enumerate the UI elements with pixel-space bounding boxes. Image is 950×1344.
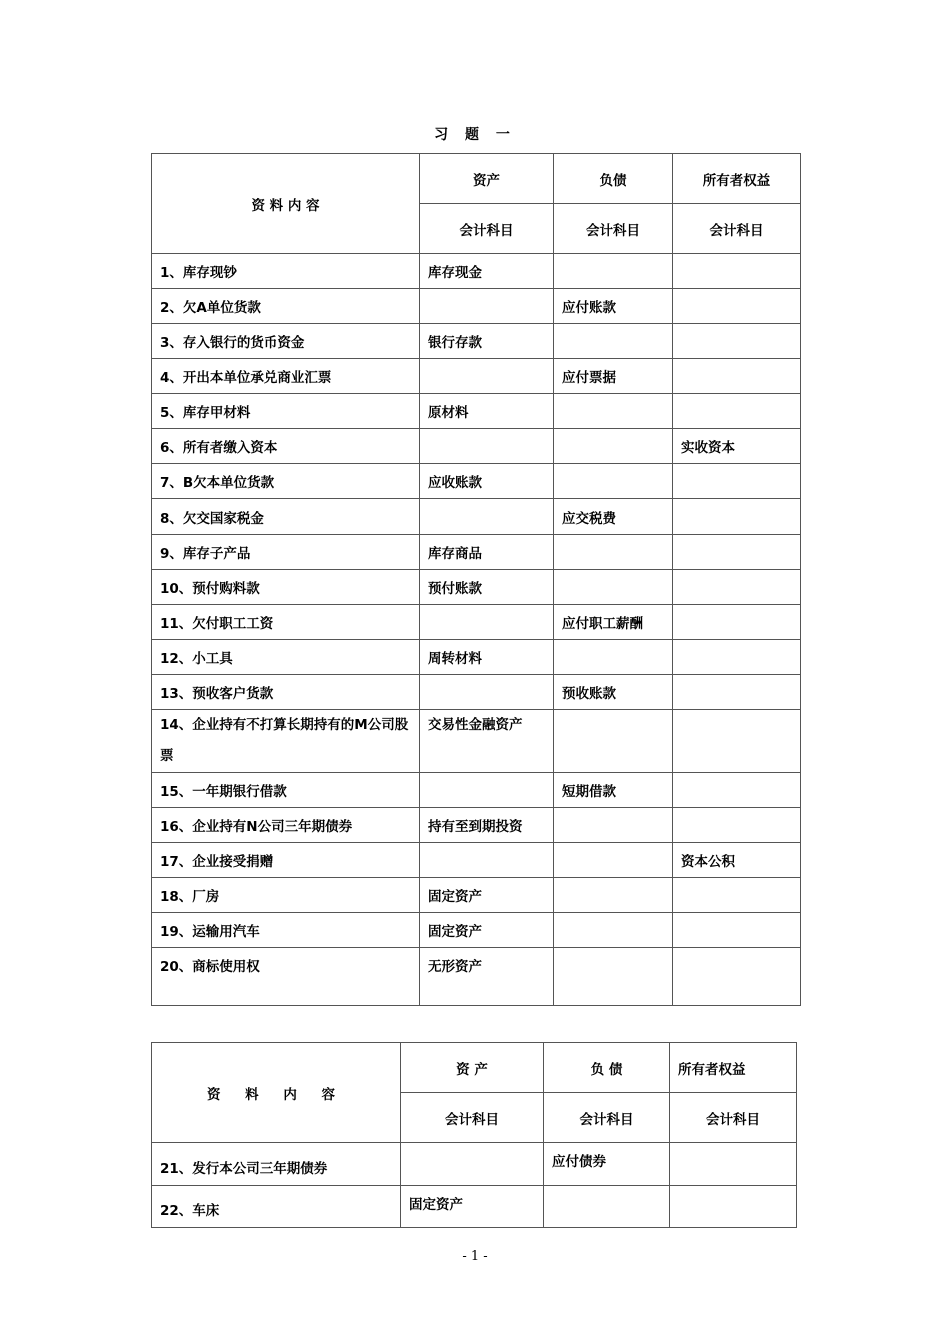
liability-subject-header: 会计科目 [544,1093,670,1143]
liability-header: 负债 [554,154,673,204]
liability-cell [554,808,673,843]
liability-cell [554,948,673,1006]
asset-cell [420,499,554,535]
asset-cell [420,289,554,324]
equity-cell [673,359,801,394]
equity-cell [670,1143,797,1186]
asset-cell: 预付账款 [420,570,554,605]
liability-cell [554,535,673,570]
table-row [152,710,801,773]
equity-cell [673,878,801,913]
liability-cell: 应付账款 [554,289,673,324]
table-row [152,254,801,289]
content-cell: 21、发行本公司三年期债券 [152,1143,401,1186]
liability-cell [554,429,673,464]
equity-header: 所有者权益 [673,154,801,204]
content-cell: 19、运输用汽车 [152,913,420,948]
table-row [152,499,801,535]
asset-cell [420,605,554,640]
content-cell: 16、企业持有N公司三年期债券 [152,808,420,843]
accounts-table-1 [151,153,801,1006]
asset-cell: 固定资产 [401,1186,544,1228]
table-row [152,640,801,675]
asset-cell: 银行存款 [420,324,554,359]
table-row [152,675,801,710]
liability-cell: 应交税费 [554,499,673,535]
liability-cell [554,570,673,605]
content-cell: 17、企业接受捐赠 [152,843,420,878]
equity-cell: 资本公积 [673,843,801,878]
equity-cell [673,808,801,843]
equity-cell [670,1186,797,1228]
content-cell: 13、预收客户货款 [152,675,420,710]
asset-cell: 无形资产 [420,948,554,1006]
asset-cell: 持有至到期投资 [420,808,554,843]
liability-subject-header: 会计科目 [554,204,673,254]
equity-cell [673,499,801,535]
equity-subject-header: 会计科目 [673,204,801,254]
table-row [152,808,801,843]
content-cell: 20、商标使用权 [152,948,420,1006]
equity-subject-header: 会计科目 [670,1093,797,1143]
asset-cell [420,773,554,808]
table-row [152,464,801,499]
equity-cell [673,913,801,948]
asset-cell: 库存商品 [420,535,554,570]
liability-cell [554,710,673,773]
equity-cell [673,948,801,1006]
table-row [152,429,801,464]
liability-cell [554,324,673,359]
content-cell: 2、欠A单位货款 [152,289,420,324]
asset-cell: 原材料 [420,394,554,429]
content-cell: 6、所有者缴入资本 [152,429,420,464]
liability-cell [554,640,673,675]
content-cell: 1、库存现钞 [152,254,420,289]
content-cell: 14、企业持有不打算长期持有的M公司股票 [152,710,420,773]
equity-cell [673,640,801,675]
liability-cell: 预收账款 [554,675,673,710]
table-row [152,1186,797,1228]
asset-cell: 固定资产 [420,913,554,948]
content-cell: 12、小工具 [152,640,420,675]
content-cell: 22、车床 [152,1186,401,1228]
asset-cell: 周转材料 [420,640,554,675]
liability-cell: 短期借款 [554,773,673,808]
asset-cell [420,843,554,878]
content-cell: 10、预付购料款 [152,570,420,605]
header-row [152,154,801,204]
content-cell: 15、一年期银行借款 [152,773,420,808]
asset-cell: 应收账款 [420,464,554,499]
table-row [152,289,801,324]
table-row [152,570,801,605]
page-number: - 1 - [462,1249,488,1264]
asset-cell: 库存现金 [420,254,554,289]
liability-cell [554,394,673,429]
content-cell: 9、库存子产品 [152,535,420,570]
asset-subject-header: 会计科目 [401,1093,544,1143]
equity-cell [673,394,801,429]
liability-cell: 应付票据 [554,359,673,394]
asset-cell: 固定资产 [420,878,554,913]
content-cell: 3、存入银行的货币资金 [152,324,420,359]
table-row [152,394,801,429]
content-header: 资 料 内 容 [152,1043,401,1143]
asset-header: 资 产 [401,1043,544,1093]
asset-cell: 交易性金融资产 [420,710,554,773]
equity-cell [673,254,801,289]
asset-cell [420,675,554,710]
equity-header: 所有者权益 [670,1043,797,1093]
liability-cell [554,843,673,878]
header-row [152,1043,797,1093]
table-row [152,773,801,808]
asset-cell [420,359,554,394]
liability-cell [554,254,673,289]
liability-header: 负 债 [544,1043,670,1093]
asset-cell [420,429,554,464]
table-row [152,359,801,394]
equity-cell [673,773,801,808]
equity-cell: 实收资本 [673,429,801,464]
equity-cell [673,535,801,570]
asset-subject-header: 会计科目 [420,204,554,254]
table-row [152,948,801,1006]
equity-cell [673,289,801,324]
table-row [152,605,801,640]
asset-header: 资产 [420,154,554,204]
equity-cell [673,464,801,499]
asset-cell [401,1143,544,1186]
table-row [152,324,801,359]
table-row [152,878,801,913]
table-row [152,843,801,878]
equity-cell [673,605,801,640]
table-row [152,913,801,948]
liability-cell [554,464,673,499]
equity-cell [673,570,801,605]
equity-cell [673,710,801,773]
equity-cell [673,675,801,710]
content-header: 资 料 内 容 [152,154,420,254]
liability-cell [554,913,673,948]
content-cell: 8、欠交国家税金 [152,499,420,535]
table-row [152,1143,797,1186]
content-cell: 7、B欠本单位货款 [152,464,420,499]
accounts-table-2 [151,1042,797,1228]
page-title: 习 题 一 [434,127,516,143]
liability-cell [544,1186,670,1228]
liability-cell: 应付职工薪酬 [554,605,673,640]
content-cell: 11、欠付职工工资 [152,605,420,640]
equity-cell [673,324,801,359]
liability-cell: 应付债券 [544,1143,670,1186]
table-row [152,535,801,570]
content-cell: 4、开出本单位承兑商业汇票 [152,359,420,394]
liability-cell [554,878,673,913]
content-cell: 18、厂房 [152,878,420,913]
content-cell: 5、库存甲材料 [152,394,420,429]
